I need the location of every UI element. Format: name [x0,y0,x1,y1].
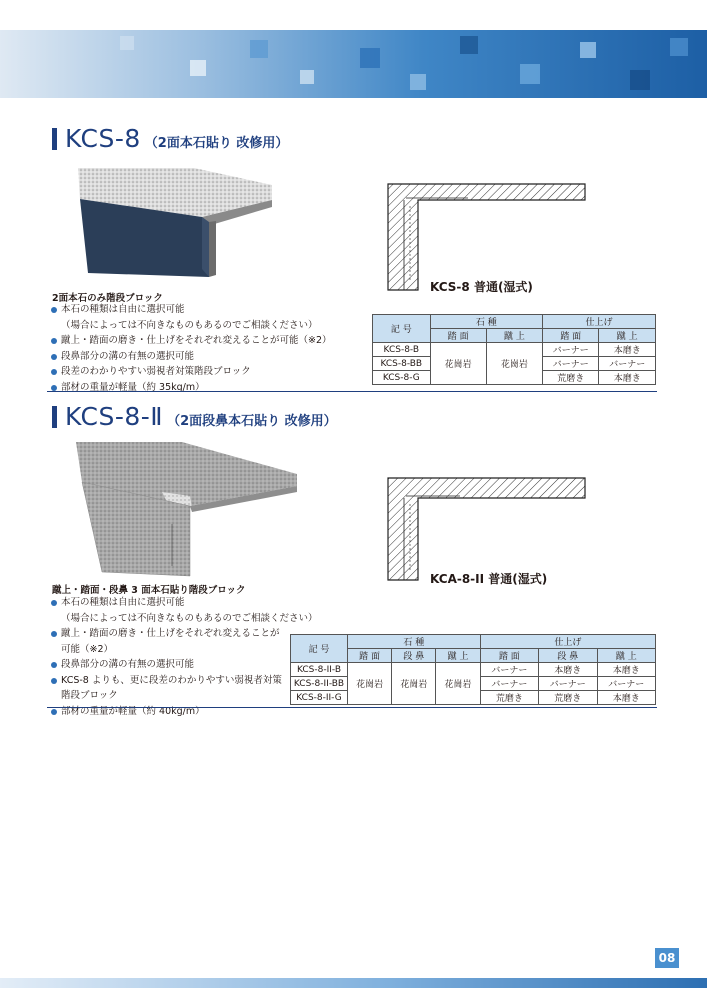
feature-item: 段差のわかりやすい弱視者対策階段ブロック [50,364,332,380]
col-header-riser: 蹴 上 [436,649,480,663]
kcs8-product-photo [76,165,276,280]
cell-finish-riser: バーナー [597,677,655,691]
col-header-code: 記 号 [291,635,348,663]
col-header-finish-tread: 踏 面 [543,329,599,343]
section2-feature-heading: 蹴上・踏面・段鼻 3 面本石貼り階段ブロック [52,585,246,596]
section2-spec-table [290,634,656,705]
cell-code: KCS-8-II-G [291,691,348,705]
col-header-finish: 仕上げ [480,635,655,649]
kcs8-ii-drawing-label: KCA-8-II 普通(湿式) [430,572,548,586]
feature-item: KCS-8 よりも、更に段差のわかりやすい弱視者対策 [50,673,318,689]
feature-item: 蹴上・踏面の磨き・仕上げをそれぞれ変えることが [50,626,318,642]
cell-stone-tread: 花崗岩 [348,663,392,705]
col-header-finish-nose: 段 鼻 [539,649,597,663]
cell-finish-nose: バーナー [539,677,597,691]
section2-title [52,402,337,431]
section1-feature-heading: 2面本石のみ階段ブロック [52,293,163,304]
cell-code: KCS-8-G [373,371,431,385]
table-row [373,343,656,357]
col-header-finish: 仕上げ [543,315,656,329]
cell-finish-riser: 本磨き [599,343,656,357]
col-header-finish-riser: 蹴 上 [599,329,656,343]
feature-item-cont: 可能（※2） [61,643,114,655]
cell-finish-riser: 本磨き [597,663,655,677]
col-header-code: 記 号 [373,315,431,343]
feature-item: 段鼻部分の溝の有無の選択可能 [50,349,332,365]
section1-product-code: KCS-8 [65,124,141,153]
col-header-tread: 踏 面 [430,329,486,343]
cell-finish-tread: バーナー [543,343,599,357]
feature-item: 段鼻部分の溝の有無の選択可能 [50,657,318,673]
cell-finish-tread: バーナー [480,677,538,691]
feature-item-cont: 階段ブロック [61,690,118,701]
section1-subtitle: （2面本石貼り 改修用） [144,136,289,151]
page-number: 08 [655,948,679,968]
section-divider [47,707,657,708]
kcs8-drawing-label: KCS-8 普通(湿式) [430,280,533,294]
cell-stone-tread: 花崗岩 [430,343,486,385]
cell-code: KCS-8-BB [373,357,431,371]
cell-finish-tread: バーナー [543,357,599,371]
col-header-finish-riser: 蹴 上 [597,649,655,663]
section2-product-code: KCS-8-Ⅱ [65,402,164,431]
feature-item: 部材の重量が軽量（約 35kg/m） [50,380,332,396]
cell-finish-riser: バーナー [599,357,656,371]
header-banner [0,30,707,98]
section1-feature-list [50,302,332,395]
footer-bar [0,978,707,988]
title-bar [52,128,57,150]
feature-item: 本石の種類は自由に選択可能 [50,302,332,318]
table-row [291,663,656,677]
cell-finish-tread: 荒磨き [480,691,538,705]
section-divider [47,391,657,392]
cell-finish-tread: 荒磨き [543,371,599,385]
cell-finish-riser: 本磨き [597,691,655,705]
cell-stone-riser: 花崗岩 [486,343,542,385]
col-header-nose: 段 鼻 [392,649,436,663]
feature-item-note: （場合によっては不向きなものもあるのでご相談ください） [61,612,318,624]
col-header-tread: 踏 面 [348,649,392,663]
feature-item: 本石の種類は自由に選択可能 [50,595,318,611]
section1-spec-table [372,314,656,385]
cell-code: KCS-8-II-BB [291,677,348,691]
feature-item: 部材の重量が軽量（約 40kg/m） [50,704,318,720]
kcs8-ii-cross-section-drawing [380,470,590,582]
kcs8-ii-product-photo [72,438,302,578]
cell-finish-nose: 荒磨き [539,691,597,705]
col-header-riser: 蹴 上 [486,329,542,343]
col-header-stone: 石 種 [430,315,542,329]
cell-stone-riser: 花崗岩 [436,663,480,705]
title-bar [52,406,57,428]
cell-finish-nose: 本磨き [539,663,597,677]
section1-title [52,124,288,153]
cell-code: KCS-8-B [373,343,431,357]
cell-stone-nose: 花崗岩 [392,663,436,705]
feature-item-note: （場合によっては不向きなものもあるのでご相談ください） [61,319,318,331]
section2-feature-list [50,595,318,719]
col-header-finish-tread: 踏 面 [480,649,538,663]
cell-finish-tread: バーナー [480,663,538,677]
feature-item: 蹴上・踏面の磨き・仕上げをそれぞれ変えることが可能（※2） [50,333,332,349]
cell-code: KCS-8-II-B [291,663,348,677]
col-header-stone: 石 種 [348,635,481,649]
section2-subtitle: （2面段鼻本石貼り 改修用） [167,414,337,429]
kcs8-cross-section-drawing [380,180,590,292]
cell-finish-riser: 本磨き [599,371,656,385]
